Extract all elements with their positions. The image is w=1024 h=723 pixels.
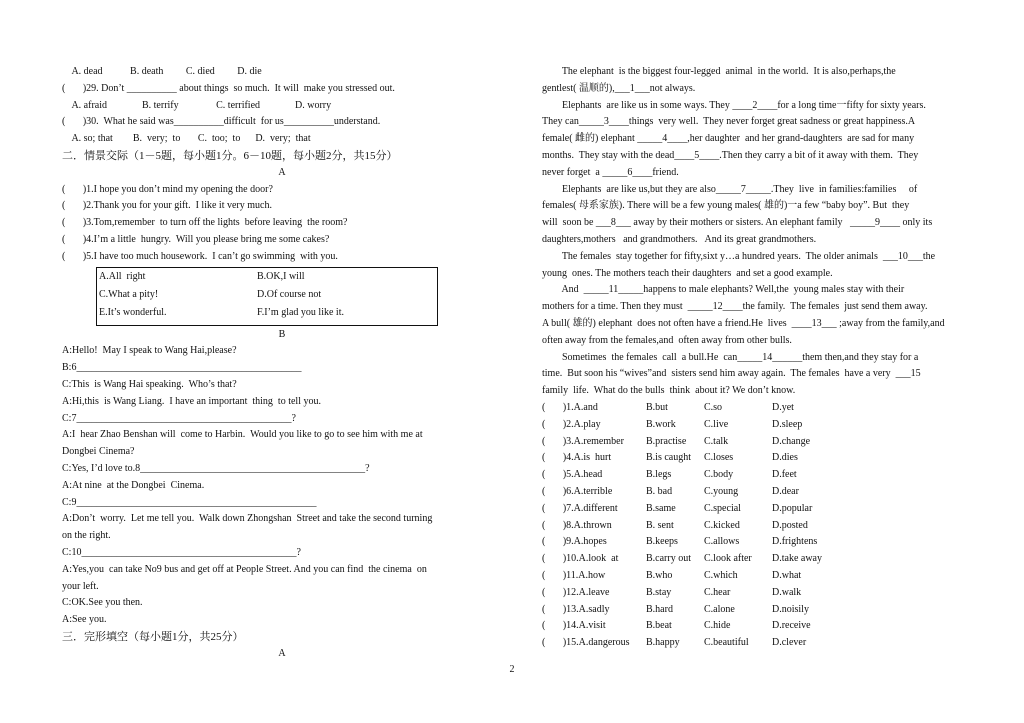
choice-question-option-a: ( )6.A.terrible (542, 485, 613, 497)
choice-row (542, 518, 982, 535)
passage-line: A bull( 雄的) elephant does not often have a friend.He lives ____13___ ;away from the family,and (542, 317, 945, 329)
choice-option: D.posted (772, 519, 808, 531)
passage-line: females( 母系家族). There will be a few young males( 雄的)一a few “baby boy”. But they (542, 200, 910, 212)
dialog-a-item: ( )1.I hope you don’t mind my opening the door? (62, 183, 273, 195)
choice-option: B.who (646, 569, 673, 581)
choice-row (542, 484, 982, 501)
choice-option: B.same (646, 502, 676, 514)
passage-line: often away from the females,and often away from other bulls. (542, 334, 792, 346)
choice-question-option-a: ( )5.A.head (542, 469, 603, 481)
choice-option: B.happy (646, 637, 680, 649)
choice-row (542, 501, 982, 518)
choice-option: B.work (646, 418, 676, 430)
choice-option: B.legs (646, 469, 672, 481)
part-b-label: B (278, 328, 286, 340)
choice-option: D.frightens (772, 536, 818, 548)
choice-row (542, 568, 982, 585)
choice-row (542, 635, 982, 652)
dialog-a-item: ( )5.I have too much housework. I can’t go swimming with you. (62, 250, 338, 262)
choice-option: D.feet (772, 469, 797, 481)
dialog-b-line: Dongbei Cinema? (62, 446, 135, 458)
dialog-b-line: B:6_____________________________________________ (62, 362, 302, 374)
passage-line: Elephants are like us in some ways. They ____2____for a long time一fifty for sixty years. (542, 99, 926, 111)
choice-row (542, 585, 982, 602)
dialog-b-line: C:Yes, I’d love to.8_____________________________________________? (62, 462, 370, 474)
choice-option: C.look after (704, 553, 752, 565)
choice-option: D.take away (772, 553, 822, 565)
choice-question-option-a: ( )8.A.thrown (542, 519, 612, 531)
passage-line: They can_____3____things very well. They never forget great sadness or great happiness.A (542, 116, 916, 128)
choice-option: D.noisily (772, 603, 809, 615)
choice-option: B.keeps (646, 536, 678, 548)
choice-option: D.yet (772, 401, 794, 413)
passage-line: The elephant is the biggest four-legged animal in the world. It is also,perhaps,the (542, 66, 896, 77)
box-option: F.I’m glad you like it. (257, 306, 344, 318)
passage-line: mothers for a time. Then they must _____12____the family. The females just send them away. (542, 301, 928, 313)
choice-option: B.stay (646, 586, 672, 598)
page-number: 2 (509, 664, 515, 675)
choice-row (542, 534, 982, 551)
choice-question-option-a: ( )2.A.play (542, 418, 601, 430)
dialog-b-line: your left. (62, 580, 99, 592)
choice-option: D.what (772, 569, 802, 581)
choice-question-option-a: ( )7.A.different (542, 502, 618, 514)
dialog-a-item: ( )2.Thank you for your gift. I like it very much. (62, 200, 272, 212)
passage-line: will soon be ___8___ away by their mothers or sisters. An elephant family _____9____ only its (542, 217, 933, 229)
choice-row (542, 467, 982, 484)
choice-option: C.loses (704, 452, 734, 464)
passage-line: daughters,mothers and grandmothers. And its great grandmothers. (542, 233, 817, 245)
box-option: A.All right (99, 270, 146, 282)
passage-line: family life. What do the bulls think about it? We don’t know. (542, 385, 796, 397)
box-option: E.It’s wonderful. (99, 306, 167, 318)
choice-option: C.alone (704, 603, 735, 615)
choice-option: D.sleep (772, 418, 803, 430)
passage-line: The females stay together for fifty,sixt y…a hundred years. The older animals ___10___the (542, 250, 936, 262)
dialog-b-line: A:See you. (62, 614, 107, 626)
dialog-b-line: A:Don’t worry. Let me tell you. Walk down Zhongshan Street and take the second turning (62, 513, 433, 525)
choice-question-option-a: ( )14.A.visit (542, 620, 606, 632)
choice-question-option-a: ( )11.A.how (542, 569, 606, 581)
cloze-passage (542, 64, 982, 400)
dialog-a-item: ( )3.Tom,remember to turn off the lights before leaving the room? (62, 217, 348, 229)
choice-option: C.talk (704, 435, 729, 447)
choice-question-option-a: ( )13.A.sadly (542, 603, 610, 615)
choice-option: B. sent (646, 519, 674, 531)
left-column (62, 64, 502, 663)
box-option: C.What a pity! (99, 288, 159, 300)
dialog-b-line: A:At nine at the Dongbei Cinema. (62, 479, 205, 491)
choice-row (542, 417, 982, 434)
dialog-b-line: A:Hi,this is Wang Liang. I have an important thing to tell you. (62, 395, 321, 407)
choice-option: C.so (704, 401, 723, 413)
choice-option: B.practise (646, 435, 687, 447)
part-a-label: A (278, 166, 286, 178)
choice-list (542, 400, 982, 652)
q29-options: A. afraid B. terrify C. terrified D. worry (62, 99, 332, 111)
section-2-heading: 二．情景交际（1－5题，每小题1分。6－10题，每小题2分，共15分） (62, 149, 398, 162)
passage-line: young ones. The mothers teach their daughters and set a good example. (542, 267, 833, 279)
choice-option: B.hard (646, 603, 673, 615)
box-option: B.OK,I will (257, 270, 305, 282)
q28-options: A. dead B. death C. died D. die (62, 66, 262, 77)
choice-option: C.hide (704, 620, 731, 632)
question-30: ( )30. What he said was__________difficult for us__________understand. (62, 116, 381, 128)
section-3-heading: 三．完形填空（每小题1分，共25分） (62, 630, 244, 643)
choice-option: B.beat (646, 620, 672, 632)
choice-row (542, 618, 982, 635)
choice-question-option-a: ( )12.A.leave (542, 586, 610, 598)
choice-option: D.clever (772, 637, 807, 649)
choice-option: D.change (772, 435, 811, 447)
choice-row (542, 551, 982, 568)
dialog-b-line: C:7___________________________________________? (62, 412, 296, 424)
choice-option: C.beautiful (704, 637, 749, 649)
choice-question-option-a: ( )1.A.and (542, 401, 598, 413)
box-option: D.Of course not (257, 288, 322, 300)
choice-question-option-a: ( )3.A.remember (542, 435, 624, 447)
question-29: ( )29. Don’t __________ about things so much. It will make you stressed out. (62, 82, 395, 94)
passage-line: gentlest( 温顺的),___1___not always. (542, 82, 696, 94)
choice-option: D.popular (772, 502, 813, 514)
passage-line: female( 雌的) elephant _____4____,her daughter and her grand-daughters are sad for many (542, 133, 915, 145)
passage-line: And _____11_____happens to male elephants? Well,the young males stay with their (542, 284, 905, 296)
dialog-b-line: A:Yes,you can take No9 bus and get off at People Street. And you can find the cinema on (62, 563, 427, 575)
choice-option: D.dies (772, 452, 798, 464)
dialog-b-line: C:This is Wang Hai speaking. Who’s that? (62, 378, 237, 390)
choice-option: B.is caught (646, 452, 691, 464)
dialog-b-line: A:I hear Zhao Benshan will come to Harbin. Would you like to go to see him with me at (62, 429, 423, 441)
choice-row (542, 602, 982, 619)
choice-option: C.special (704, 502, 741, 514)
passage-line: time. But soon his “wives”and sisters send him away again. The females have a very ___15 (542, 368, 921, 380)
choice-question-option-a: ( )9.A.hopes (542, 536, 607, 548)
choice-row (542, 434, 982, 451)
choice-question-option-a: ( )15.A.dangerous (542, 637, 630, 649)
choice-option: C.allows (704, 536, 740, 548)
choice-option: C.hear (704, 586, 731, 598)
choice-option: D.receive (772, 620, 811, 632)
choice-option: B. bad (646, 485, 673, 497)
dialog-b-line: C:10___________________________________________? (62, 546, 301, 558)
choice-option: B.carry out (646, 553, 691, 565)
answer-options-box (96, 267, 438, 326)
choice-option: B.but (646, 401, 668, 413)
passage-line: Sometimes the females call a bull.He can_____14______them then,and they stay for a (542, 351, 919, 363)
dialog-a-item: ( )4.I’m a little hungry. Will you please bring me some cakes? (62, 233, 330, 245)
choice-question-option-a: ( )10.A.look at (542, 553, 619, 565)
right-column (542, 64, 982, 652)
passage-line: months. They stay with the dead____5____.Then they carry a bit of it away with them. They (542, 149, 919, 161)
choice-option: C.which (704, 569, 738, 581)
choice-question-option-a: ( )4.A.is hurt (542, 452, 612, 464)
choice-option: C.young (704, 485, 739, 497)
dialog-b-line: on the right. (62, 530, 111, 542)
choice-option: D.dear (772, 485, 799, 497)
dialog-b-line: C:9________________________________________________ (62, 496, 317, 508)
choice-option: C.body (704, 469, 734, 481)
choice-row (542, 400, 982, 417)
choice-option: C.kicked (704, 519, 740, 531)
dialog-b-line: A:Hello! May I speak to Wang Hai,please? (62, 345, 237, 357)
q30-options: A. so; that B. very; to C. too; to D. very; that (62, 133, 311, 145)
choice-option: C.live (704, 418, 729, 430)
dialog-b-line: C:OK.See you then. (62, 597, 143, 609)
section-3-part-a-label: A (278, 647, 286, 659)
passage-line: Elephants are like us,but they are also_____7_____.They live in families:families of (542, 183, 918, 195)
choice-option: D.walk (772, 586, 802, 598)
passage-line: never forget a _____6____friend. (542, 166, 679, 178)
choice-row (542, 450, 982, 467)
